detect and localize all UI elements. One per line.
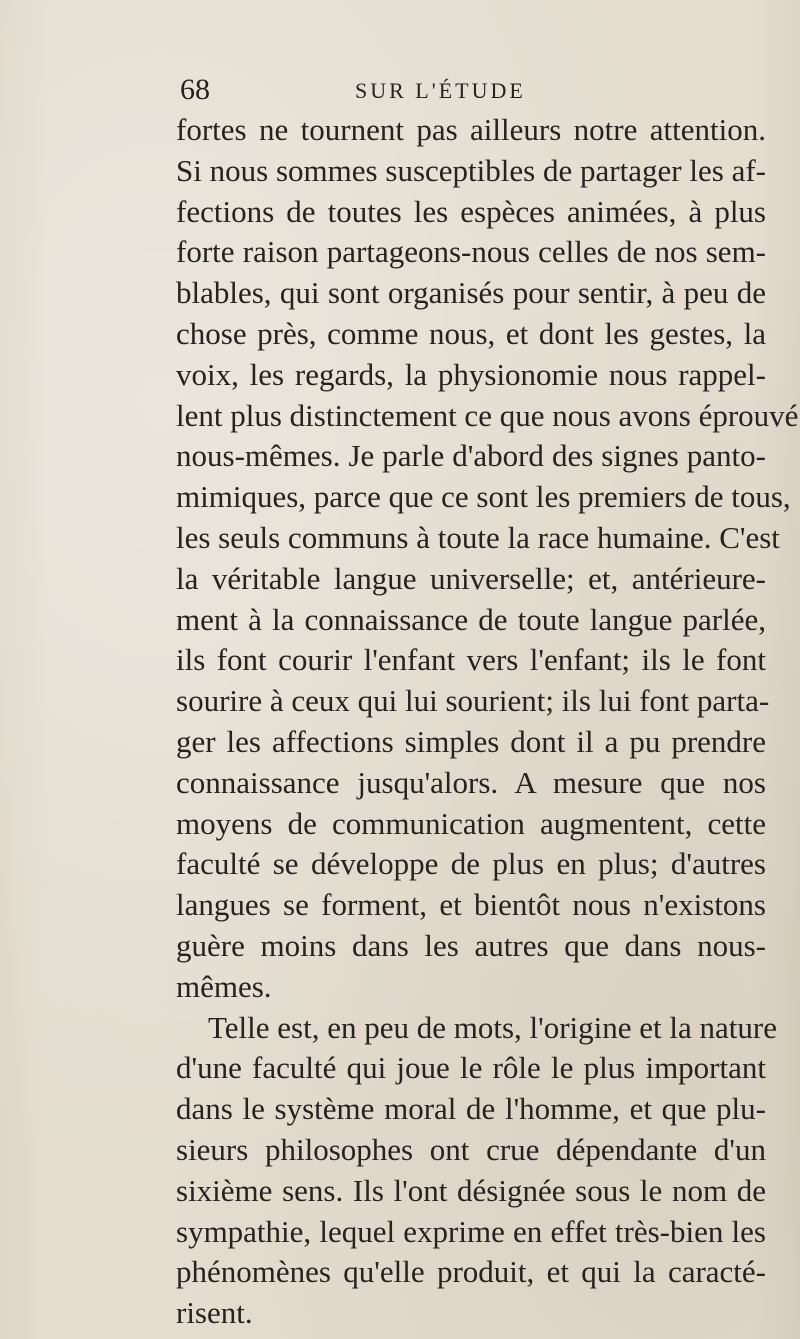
- text-line: sympathie, lequel exprime en effet très-bien les: [176, 1213, 766, 1249]
- text-line: d'une faculté qui joue le rôle le plus important: [176, 1050, 766, 1086]
- text-line: Telle est, en peu de mots, l'origine et la nature: [208, 1009, 777, 1045]
- text-line: les seuls communs à toute la race humaine. C'est: [176, 519, 780, 555]
- text-line: risent.: [176, 1295, 253, 1331]
- text-line: lent plus distinctement ce que nous avons éprouvé: [176, 397, 799, 433]
- text-line: ment à la connaissance de toute langue parlée,: [176, 601, 766, 637]
- text-line: dans le système moral de l'homme, et que plu-: [176, 1091, 766, 1127]
- text-line: connaissance jusqu'alors. A mesure que nos: [176, 764, 766, 800]
- text-line: phénomènes qu'elle produit, et qui la caracté-: [176, 1254, 766, 1290]
- text-line: sixième sens. Ils l'ont désignée sous le nom de: [176, 1172, 766, 1208]
- running-head: [0, 72, 800, 112]
- body-text: [176, 110, 799, 1334]
- text-line: sieurs philosophes ont crue dépendante d'un: [176, 1131, 766, 1167]
- text-line: fortes ne tournent pas ailleurs notre attention.: [176, 112, 766, 147]
- text-line: mêmes.: [176, 968, 272, 1004]
- paragraph-1: [176, 110, 799, 1008]
- page-number: 68: [180, 73, 210, 106]
- running-title: SUR L'ÉTUDE: [355, 78, 526, 103]
- text-line: sourire à ceux qui lui sourient; ils lui font parta-: [176, 683, 770, 719]
- text-line: fections de toutes les espèces animées, à plus: [176, 193, 766, 229]
- text-line: blables, qui sont organisés pour sentir, à peu de: [176, 275, 766, 311]
- text-line: ger les affections simples dont il a pu prendre: [176, 723, 766, 759]
- text-line: mimiques, parce que ce sont les premiers de tous,: [176, 479, 791, 515]
- text-line: ils font courir l'enfant vers l'enfant; ils le font: [176, 642, 766, 678]
- text-line: forte raison partageons-nous celles de nos sem-: [176, 234, 766, 270]
- text-line: la véritable langue universelle; et, antérieure-: [176, 560, 766, 596]
- text-line: guère moins dans les autres que dans nous-: [176, 927, 766, 963]
- text-line: nous-mêmes. Je parle d'abord des signes panto-: [176, 438, 766, 474]
- text-line: moyens de communication augmentent, cette: [176, 805, 766, 841]
- text-line: Si nous sommes susceptibles de partager les af-: [176, 152, 766, 188]
- paragraph-2: [176, 1008, 777, 1334]
- text-line: faculté se développe de plus en plus; d'autres: [176, 846, 766, 882]
- text-line: voix, les regards, la physionomie nous rappel-: [176, 356, 766, 392]
- text-line: langues se forment, et bientôt nous n'existons: [176, 887, 766, 923]
- text-line: chose près, comme nous, et dont les gestes, la: [176, 315, 766, 351]
